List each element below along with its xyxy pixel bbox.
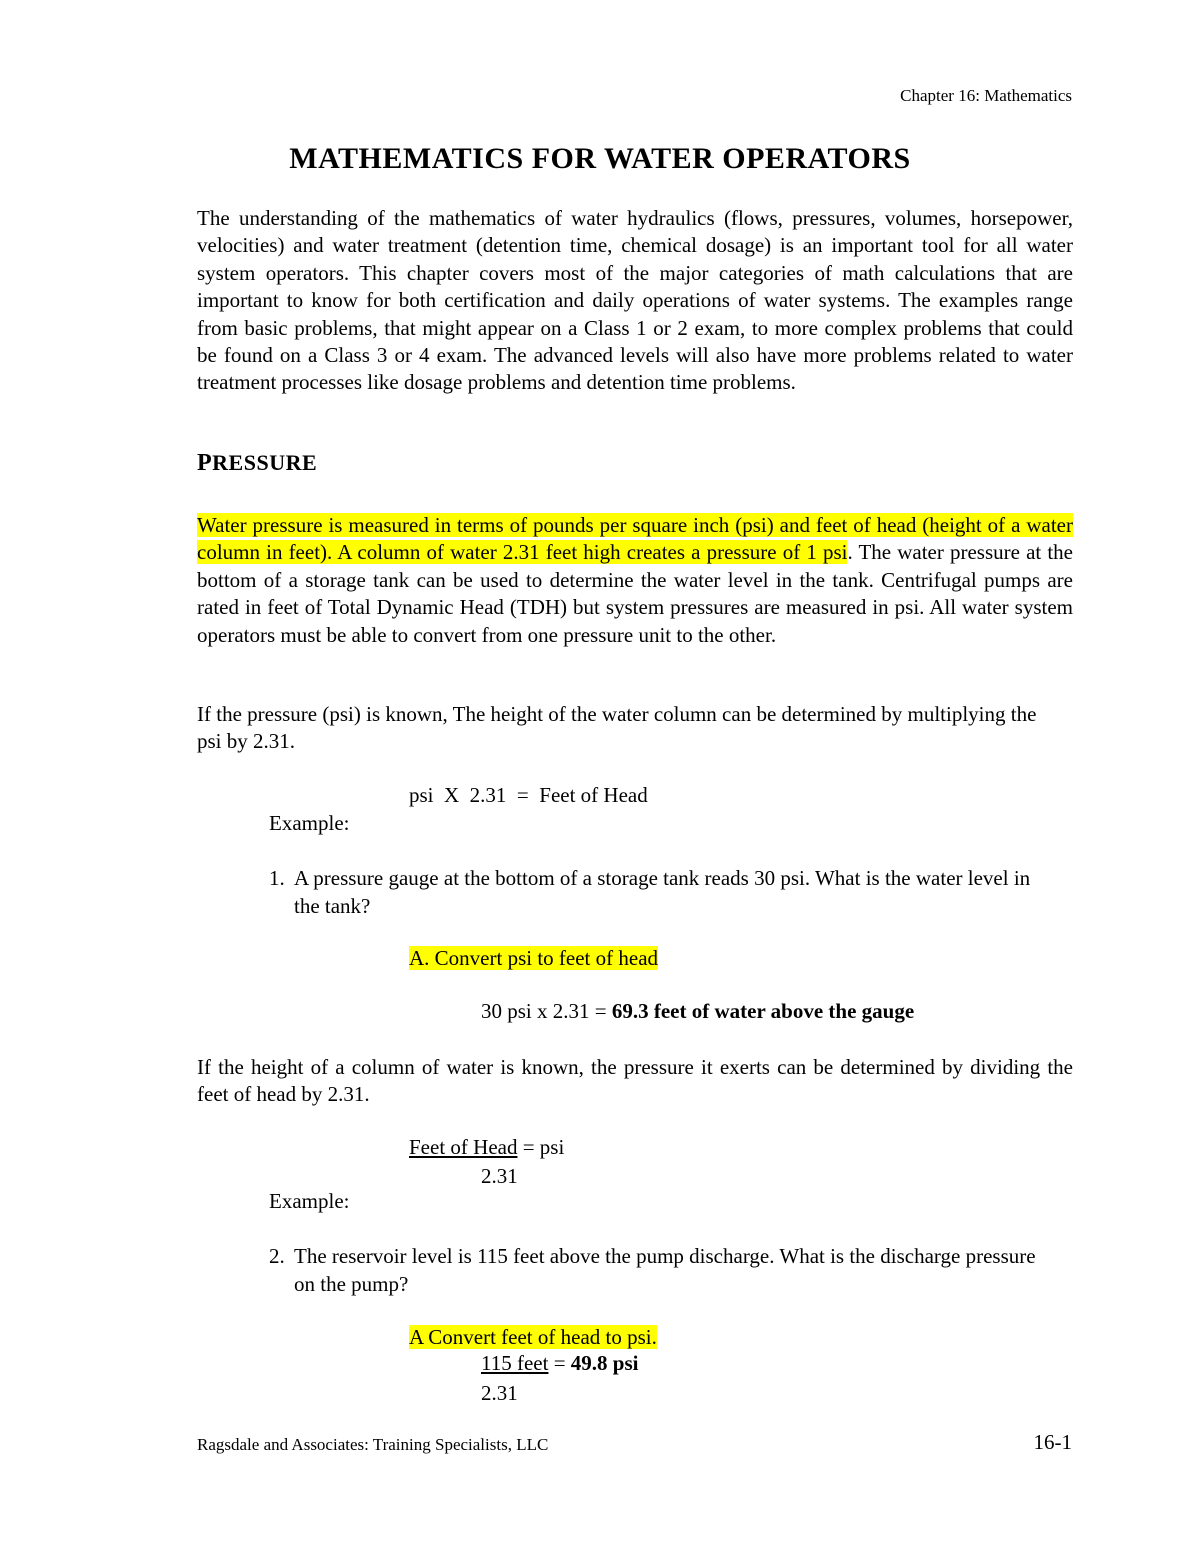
calc-answer: 49.8 psi: [570, 1351, 639, 1375]
step-convert-psi: [409, 946, 658, 971]
pressure-paragraph-rest: . The water pressure at the bottom of a storage tank can be used to determine the water level in the tank. Centrifugal pumps are rated in feet of Total Dynamic Head (TDH) but system pressures are measured in psi. All water system operators must be able to convert from one pressure unit to the other.: [197, 540, 1073, 647]
footer-publisher: Ragsdale and Associates: Training Specialists, LLC: [197, 1435, 549, 1454]
section-heading-rest: RESSURE: [212, 450, 318, 475]
calculation-1: [481, 999, 914, 1024]
example-label-2: Example:: [269, 1189, 350, 1213]
fraction-denominator: 2.31: [481, 1164, 518, 1188]
question-2: [269, 1242, 1059, 1298]
calc-equals: =: [548, 1351, 571, 1375]
example-label-1: Example:: [269, 811, 350, 835]
formula-psi-to-feet: psi X 2.31 = Feet of Head: [409, 783, 648, 807]
height-known-paragraph: If the height of a column of water is known, the pressure it exerts can be determined by dividing the feet of head by 2.31.: [197, 1055, 1073, 1107]
fraction-denominator: 2.31: [481, 1381, 518, 1405]
calculation-2: [481, 1351, 638, 1376]
question-number: 1.: [269, 866, 285, 890]
intro-paragraph: The understanding of the mathematics of water hydraulics (flows, pressures, volumes, horsepower, velocities) and water treatment (detention time, chemical dosage) is an important tool for all water system operators. This chapter covers most of the major categories of math calculations that are important to know for both certification and daily operations of water systems. The examples range from basic problems, that might appear on a Class 1 or 2 exam, to more complex problems that could be found on a Class 3 or 4 exam. The advanced levels will also have more problems related to water treatment processes like dosage problems and detention time problems.: [197, 206, 1073, 395]
page-number: 16-1: [1033, 1430, 1072, 1454]
formula-feet-to-psi: [409, 1135, 564, 1160]
page-title: MATHEMATICS FOR WATER OPERATORS: [289, 142, 911, 175]
step-label: A Convert feet of head to psi.: [409, 1325, 657, 1349]
question-number: 2.: [269, 1244, 285, 1268]
running-header: Chapter 16: Mathematics: [900, 86, 1072, 105]
calc-answer: 69.3 feet of water above the gauge: [611, 999, 915, 1023]
fraction-numerator: 115 feet: [481, 1351, 549, 1375]
section-heading-pressure: [197, 450, 317, 477]
formula-equals: = psi: [517, 1135, 565, 1159]
step-label: A. Convert psi to feet of head: [409, 946, 659, 970]
question-1: [269, 864, 1059, 920]
fraction-numerator: Feet of Head: [409, 1135, 518, 1159]
question-text: A pressure gauge at the bottom of a storage tank reads 30 psi. What is the water level in the tank?: [294, 866, 1031, 918]
highlighted-definition: Water pressure is measured in terms of pounds per square inch (psi) and feet of head (height of a water column in feet). A column of water 2.31 feet high creates a pressure of 1 psi: [197, 513, 1073, 565]
pressure-paragraph: [197, 512, 1073, 649]
section-heading-initial: P: [197, 450, 213, 476]
psi-known-paragraph: If the pressure (psi) is known, The height of the water column can be determined by multiplying the psi by 2.31.: [197, 702, 1037, 754]
question-text: The reservoir level is 115 feet above the pump discharge. What is the discharge pressure on the pump?: [294, 1244, 1036, 1296]
step-convert-feet: [409, 1325, 657, 1350]
calc-expression: 30 psi x 2.31 =: [481, 999, 612, 1023]
